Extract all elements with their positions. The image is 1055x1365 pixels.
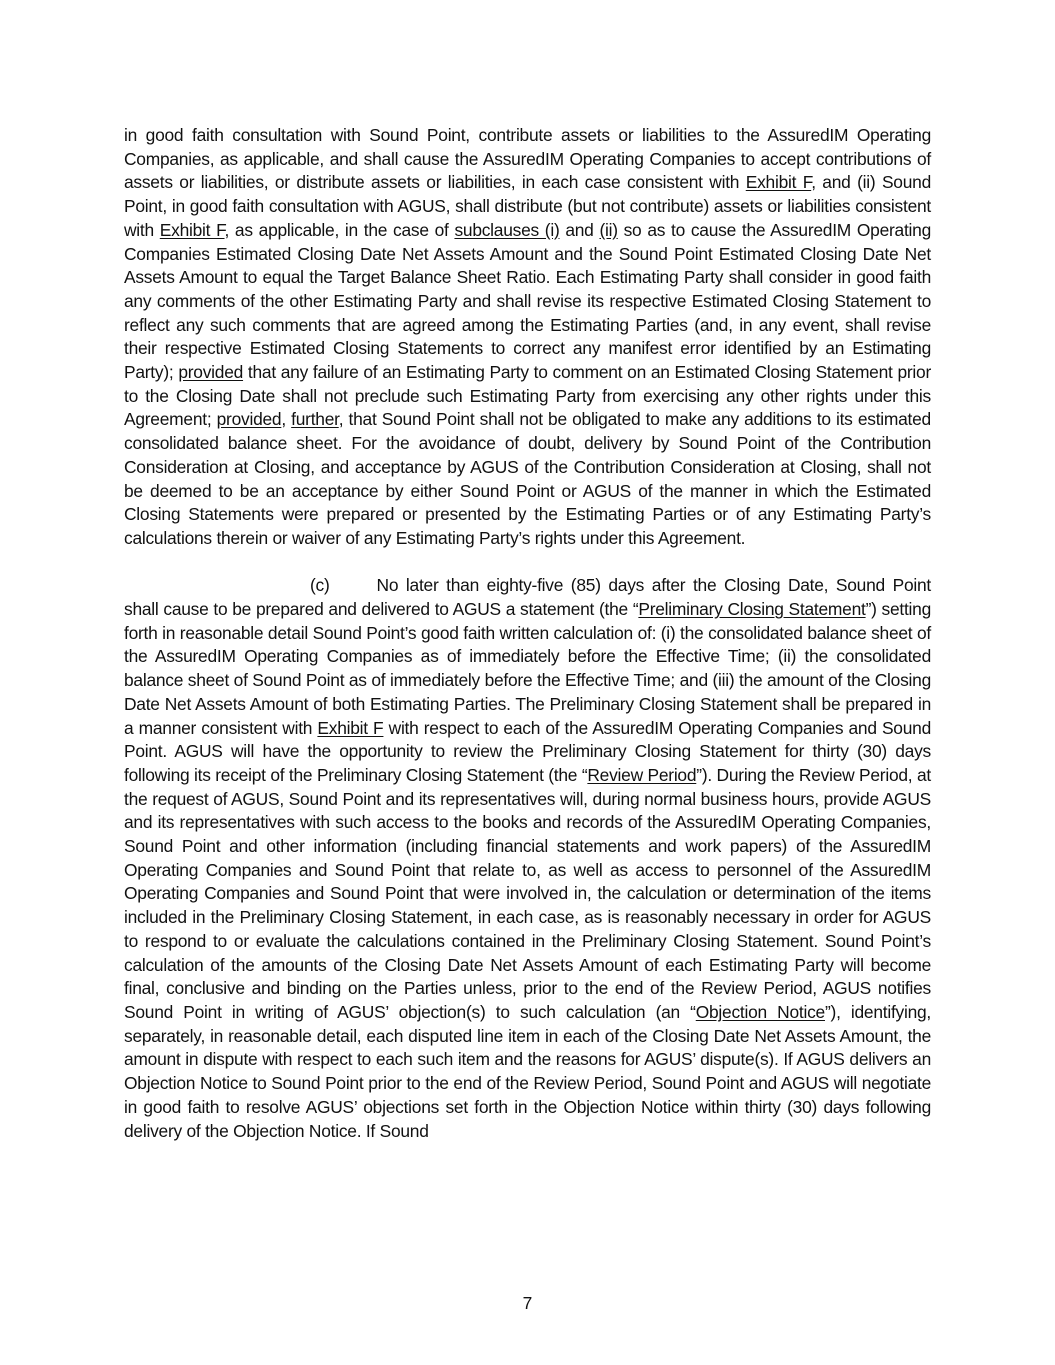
exhibit-f-reference: Exhibit F (317, 717, 384, 738)
text-run: ”) setting forth in reasonable detail Sound Point’s good faith written calculation of: (i) the consolidated balance sheet of the AssuredIM Operating Companies as of immediately before the Effective Time; (ii) the consolidated balance sheet of Sound Point as of immediately before the Effective Time; and (iii) the amount of the Closing Date Net Assets Amount of both Estimating Parties. The Preliminary Closing Statement shall be prepared in a manner consistent with (124, 599, 932, 738)
page-number: 7 (522, 1293, 533, 1313)
defined-term-objection-notice: Objection Notice (695, 1002, 825, 1022)
document-body (124, 124, 931, 1143)
paragraph-c (124, 574, 931, 1143)
text-run: so as to cause the AssuredIM Operating Companies Estimated Closing Date Net Assets Amount and the Sound Point Estimated Closing Date Net Assets Amount to equal the Target Balance Sheet Ratio. Each Estimating Party shall consider in good faith any comments of the other Estimating Party and shall revise its respective Estimated Closing Statement to reflect any such comments that are agreed among the Estimating Parties (and, in any event, shall revise their respective Estimated Closing Statements to correct any manifest error identified by an Estimating Party); (124, 219, 931, 383)
defined-term-review-period: Review Period (587, 764, 697, 785)
text-run: , that Sound Point shall not be obligated to make any additions to its estimated consolidated balance sheet. For the avoidance of doubt, delivery by Sound Point of the Contribution Consideration at Closing, and acceptance by AGUS of the Contribution Consideration at Closing, shall not be deemed to be an acceptance by either Sound Point or AGUS of the manner in which the Estimated Closing Statements were prepared or presented by the Estimating Parties or of any Estimating Party’s calculations therein or waiver of any Estimating Party’s rights under this Agreement. (124, 409, 931, 548)
text-run: ”). During the Review Period, at the request of AGUS, Sound Point and its representatives will, during normal business hours, provide AGUS and its representatives with such access to the books and records of the AssuredIM Operating Companies, Sound Point and other information (including financial statements and work papers) of the AssuredIM Operating Companies and Sound Point that relate to, as well as access to personnel of the AssuredIM Operating Companies and Sound Point that were involved in, the calculation or determination of the items included in the Preliminary Closing Statement, in each case, as is reasonably necessary in order for AGUS to respond to or evaluate the calculations contained in the Preliminary Closing Statement. Sound Point’s calculation of the amounts of the Closing Date Net Assets Amount of each Estimating Party will become final, conclusive and binding on the Parties unless, prior to the end of the Review Period, AGUS notifies Sound Point in writing of AGUS’ objection(s) to such calculation (an “ (124, 764, 931, 1022)
text-run: , as applicable, in the case of (224, 219, 455, 240)
exhibit-f-reference: Exhibit F (745, 172, 812, 193)
defined-term-preliminary-closing-statement: Preliminary Closing Statement (638, 599, 866, 620)
clause-label: (c) (310, 575, 330, 596)
text-run: ”), identifying, separately, in reasonable detail, each disputed line item in each of the Closing Date Net Assets Amount, the amount in dispute with respect to each such item and the reasons for AGUS’ dispute(s). If AGUS delivers an Objection Notice to Sound Point prior to the end of the Review Period, Sound Point and AGUS will negotiate in good faith to resolve AGUS’ objections set forth in the Objection Notice within thirty (30) days following delivery of the Objection Notice. If Sound (124, 1002, 932, 1141)
text-run: , (281, 409, 292, 430)
further-term: further (291, 409, 339, 430)
provided-term: provided (216, 409, 282, 430)
subclause-reference: (ii) (599, 219, 618, 240)
text-run: , and (ii) Sound Point, in good faith consultation with AGUS, shall distribute (but not contribute) assets or liabilities consistent with (124, 172, 931, 240)
subclause-reference: subclauses (i) (454, 219, 560, 240)
paragraph-continuation (124, 124, 931, 551)
text-run: and (559, 219, 600, 240)
provided-term: provided (178, 362, 244, 383)
text-run: with respect to each of the AssuredIM Operating Companies and Sound Point. AGUS will have the opportunity to review the Preliminary Closing Statement for thirty (30) days following its receipt of the Preliminary Closing Statement (the “ (124, 717, 931, 785)
text-run: No later than eighty-five (85) days after the Closing Date, Sound Point shall cause to be prepared and delivered to AGUS a statement (the “ (124, 575, 931, 620)
exhibit-f-reference: Exhibit F (159, 219, 225, 240)
text-run: that any failure of an Estimating Party to comment on an Estimated Closing Statement prior to the Closing Date shall not preclude such Estimating Party from exercising any other rights under this Agreement; (124, 362, 931, 430)
text-run: in good faith consultation with Sound Point, contribute assets or liabilities to the AssuredIM Operating Companies, as applicable, and shall cause the AssuredIM Operating Companies to accept contributions of assets or liabilities, or distribute assets or liabilities, in each case consistent with (124, 125, 931, 193)
